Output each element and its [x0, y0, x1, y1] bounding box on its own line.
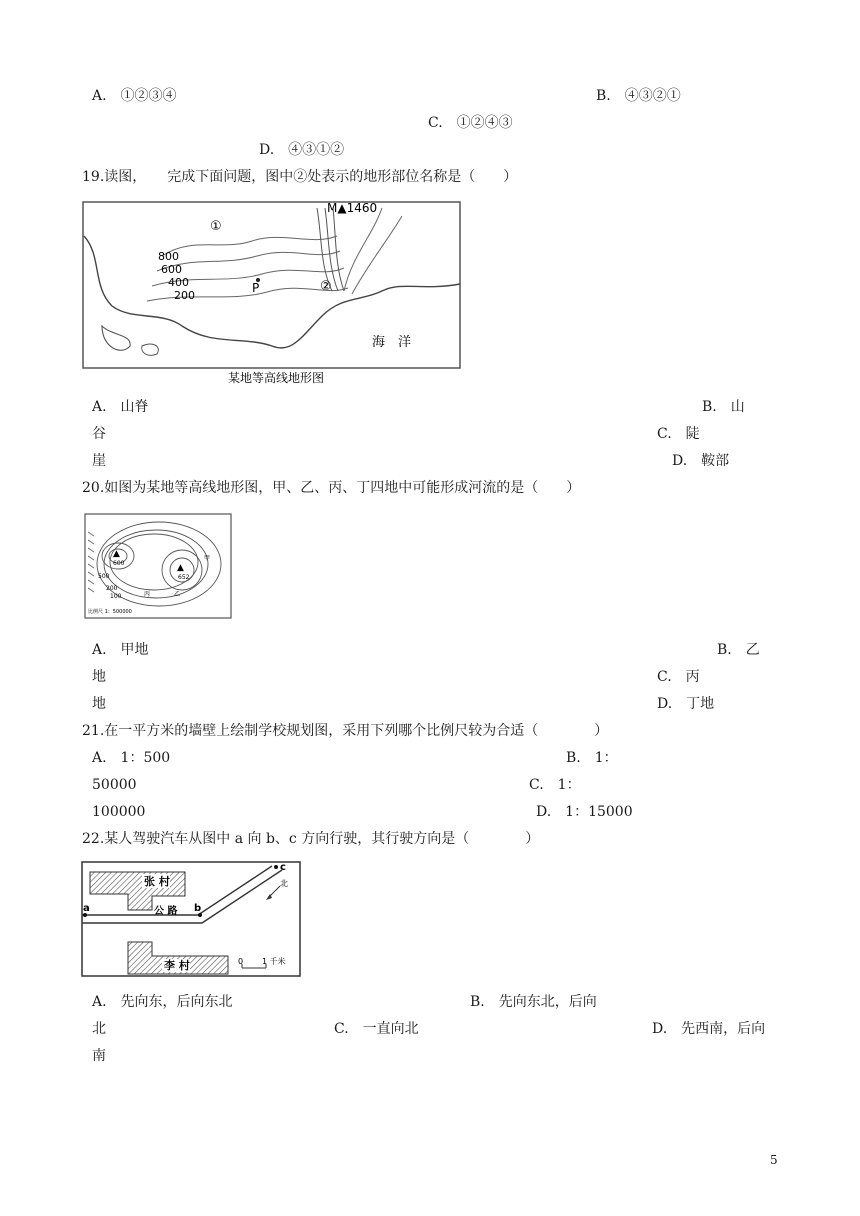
q20-option-c-head: C. 丙	[657, 669, 700, 685]
q22-village-map	[80, 858, 304, 980]
q22-scale-km: 1 千米	[262, 957, 286, 966]
q20-contour-500: 500	[98, 573, 110, 580]
q19-option-c-head: C. 陡	[657, 426, 700, 442]
q20-option-d: D. 丁地	[657, 696, 715, 712]
q20-label-bing: 丙	[144, 591, 151, 598]
q18-option-c: C. ①②④③	[428, 115, 513, 131]
q20-contour-100: 100	[110, 593, 122, 600]
q20-label-yi: 乙	[174, 591, 181, 598]
q22-option-d-head: D. 先西南，后向	[652, 1021, 766, 1037]
q19-option-a: A. 山脊	[92, 399, 149, 415]
q21-option-a: A. 1：500	[92, 750, 171, 766]
q21-option-b-head: B. 1：	[566, 750, 618, 766]
q19-option-b-tail: 谷	[92, 426, 106, 442]
q19-map-contour-600: 600	[161, 263, 182, 276]
q19-option-c-tail: 崖	[92, 453, 106, 469]
q22-scale-zero: 0	[238, 957, 244, 966]
q20-scale-label: 比例尺 1：500000	[88, 609, 132, 615]
q18-option-d: D. ④③①②	[259, 142, 345, 158]
q19-map-contour-800: 800	[158, 250, 179, 263]
q22-option-b-tail: 北	[92, 1021, 106, 1037]
q22-stem: 22.某人驾驶汽车从图中 a 向 b、c 方向行驶，其行驶方向是（ ）	[82, 831, 540, 847]
q22-map-svg	[80, 858, 304, 980]
q22-north-label: 北	[280, 879, 288, 888]
q19-stem: 19.读图， 完成下面问题，图中②处表示的地形部位名称是（ ）	[82, 169, 518, 185]
q21-stem: 21.在一平方米的墙壁上绘制学校规划图，采用下列哪个比例尺较为合适（ ）	[82, 723, 609, 739]
q19-option-b-head: B. 山	[702, 399, 745, 415]
q19-map-svg	[82, 196, 462, 386]
q22-option-c: C. 一直向北	[334, 1021, 419, 1037]
q22-li-village: 李 村	[164, 959, 190, 972]
svg-text:▲: ▲	[177, 563, 184, 573]
q21-option-c-head: C. 1：	[529, 777, 581, 793]
q21-option-b-tail: 50000	[92, 777, 137, 793]
q22-zhang-village: 张 村	[144, 875, 170, 888]
q18-option-a: A. ①②③④	[92, 88, 177, 104]
q22-point-c: c	[280, 862, 286, 873]
page-number: 5	[770, 1153, 778, 1167]
q20-stem: 20.如图为某地等高线地形图，甲、乙、丙、丁四地中可能形成河流的是（ ）	[82, 480, 581, 496]
q19-map-caption: 某地等高线地形图	[228, 371, 325, 385]
q20-peak1-label: 600	[113, 560, 125, 567]
q20-contour-map	[84, 512, 234, 624]
q20-map-svg	[84, 512, 234, 624]
q19-contour-map	[82, 196, 462, 386]
q21-option-d: D. 1：15000	[536, 804, 633, 820]
q22-point-b: b	[194, 903, 202, 914]
q21-option-c-tail: 100000	[92, 804, 146, 820]
q20-option-c-tail: 地	[92, 696, 106, 712]
q20-label-jia: 甲	[204, 555, 211, 562]
q18-option-b: B. ④③②①	[596, 88, 681, 104]
q19-option-d: D. 鞍部	[672, 453, 730, 469]
q20-option-b-head: B. 乙	[717, 642, 760, 658]
q19-map-mark2: ②	[320, 279, 332, 294]
q20-peak2-label: 652	[178, 574, 190, 581]
q19-map-mark1: ①	[210, 219, 222, 234]
q22-road-label: 公 路	[154, 906, 178, 917]
q22-point-a: a	[83, 903, 90, 914]
svg-text:▲: ▲	[113, 549, 120, 559]
q22-option-b-head: B. 先向东北，后向	[470, 994, 597, 1010]
q19-map-sea: 海 洋	[372, 335, 412, 350]
q20-contour-200: 200	[106, 585, 118, 592]
q19-map-peak: M▲1460	[327, 201, 378, 215]
q19-map-point-p: P	[252, 281, 260, 295]
q22-option-d-tail: 南	[92, 1048, 106, 1064]
q20-option-b-tail: 地	[92, 669, 106, 685]
q19-map-contour-400: 400	[168, 276, 189, 289]
q22-option-a: A. 先向东，后向东北	[92, 994, 233, 1010]
q19-map-contour-200: 200	[174, 289, 195, 302]
q20-option-a: A. 甲地	[92, 642, 149, 658]
